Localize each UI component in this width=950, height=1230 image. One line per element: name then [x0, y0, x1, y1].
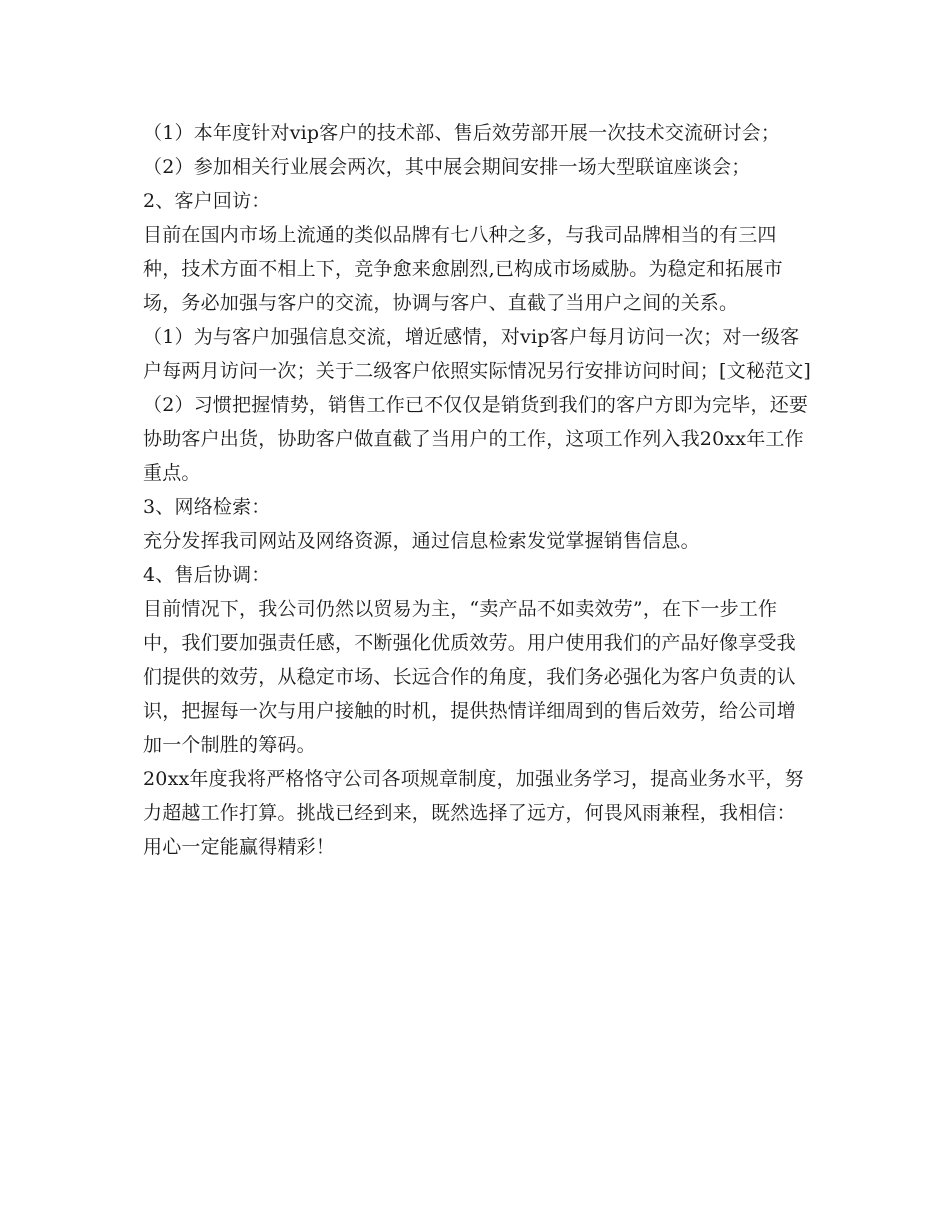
- document-body: [143, 116, 813, 864]
- paragraph-closing-statement: 20xx年度我将严格恪守公司各项规章制度，加强业务学习，提高业务水平，努力超越工作打算。挑战已经到来，既然选择了远方，何畏风雨兼程，我相信：用心一定能赢得精彩！: [143, 768, 804, 858]
- paragraph-after-sales-service: 目前情况下，我公司仍然以贸易为主，“卖产品不如卖效劳”，在下一步工作中，我们要加强责任感，不断强化优质效劳。用户使用我们的产品好像享受我们提供的效劳，从稳定市场、长远合作的角度，我们务必强化为客户负责的认识，把握每一次与用户接触的时机，提供热情详细周到的售后效劳，给公司增加一个制胜的筹码。: [143, 598, 796, 756]
- heading-network-search: 3、网络检索：: [143, 496, 271, 518]
- heading-customer-visits: 2、客户回访：: [143, 190, 271, 212]
- paragraph-trade-show: （2）参加相关行业展会两次，其中展会期间安排一场大型联谊座谈会；: [143, 156, 751, 178]
- paragraph-visit-schedule: （1）为与客户加强信息交流，增近感情，对vip客户每月访问一次；对一级客户每两月访问一次；关于二级客户依照实际情况另行安排访问时间；[文秘范文]: [143, 326, 812, 382]
- paragraph-market-competition: 目前在国内市场上流通的类似品牌有七八种之多，与我司品牌相当的有三四种，技术方面不相上下，竞争愈来愈剧烈,已构成市场威胁。为稳定和拓展市场，务必加强与客户的交流，协调与客户、直截了当用户之间的关系。: [143, 224, 783, 314]
- paragraph-vip-seminar: （1）本年度针对vip客户的技术部、售后效劳部开展一次技术交流研讨会；: [143, 122, 781, 144]
- heading-after-sales: 4、售后协调：: [143, 564, 271, 586]
- paragraph-network-resources: 充分发挥我司网站及网络资源，通过信息检索发觉掌握销售信息。: [143, 530, 700, 552]
- paragraph-sales-assistance: （2）习惯把握情势，销售工作已不仅仅是销货到我们的客户方即为完毕，还要协助客户出货，协助客户做直截了当用户的工作，这项工作列入我20xx年工作重点。: [143, 394, 809, 484]
